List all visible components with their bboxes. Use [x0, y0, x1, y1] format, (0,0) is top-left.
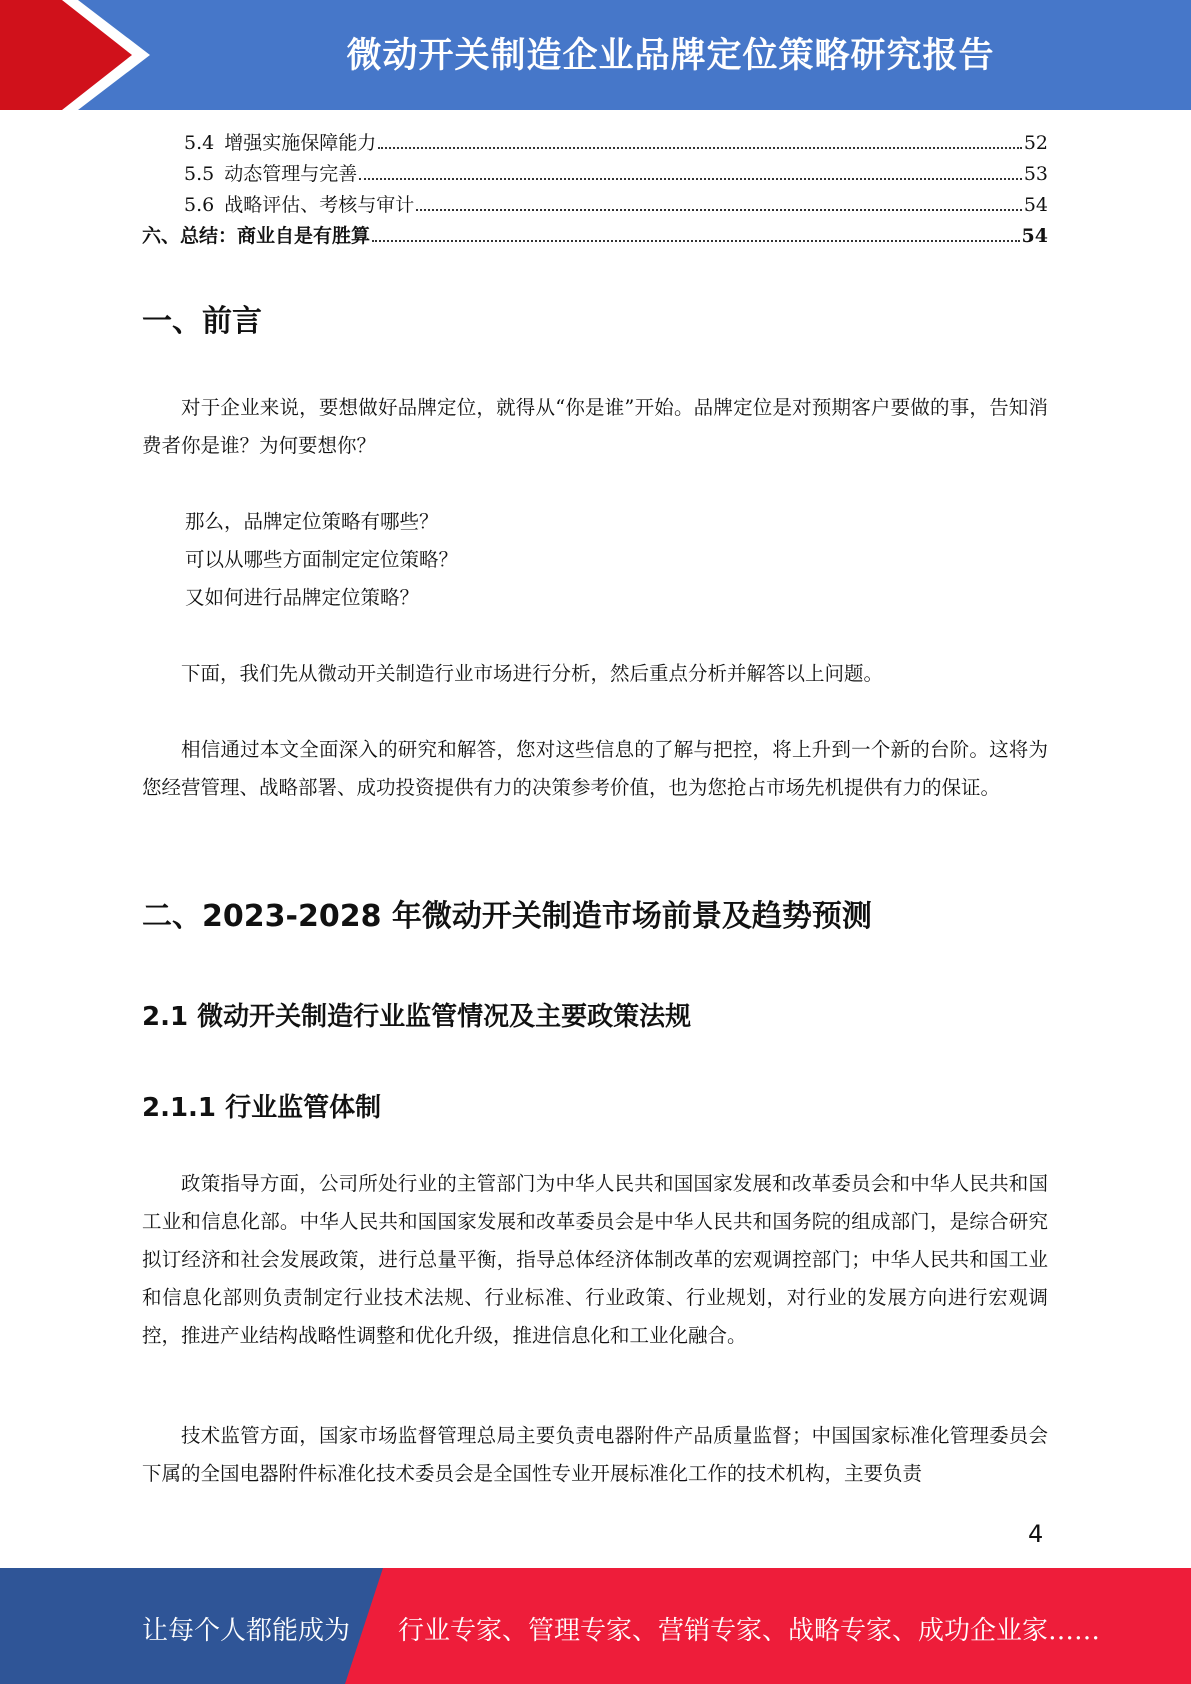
section-title-forecast: 二、2023-2028 年微动开关制造市场前景及趋势预测	[142, 899, 872, 934]
preface-paragraph-1: 对于企业来说，要想做好品牌定位，就得从“你是谁”开始。品牌定位是对预期客户要做的事，告知消费者你是谁？为何要想你？	[142, 396, 1048, 457]
footer-slogan-right: 行业专家、管理专家、营销专家、战略专家、成功企业家……	[398, 1616, 1101, 1646]
toc-item-page: 53	[1023, 163, 1048, 185]
toc-item-label: 动态管理与完善	[224, 163, 358, 185]
subsection-title-supervision: 2.1.1 行业监管体制	[142, 1093, 382, 1123]
preface-question-1: 那么，品牌定位策略有哪些？	[185, 510, 439, 533]
page-number: 4	[1028, 1520, 1044, 1548]
toc-leader-dots	[372, 240, 1020, 242]
toc-item-page: 54	[1023, 194, 1048, 216]
header-red-arrow	[0, 0, 140, 110]
report-title: 微动开关制造企业品牌定位策略研究报告	[346, 36, 995, 76]
table-of-contents	[142, 128, 1048, 252]
toc-item-number: 5.4	[184, 132, 215, 154]
page-header	[0, 0, 1191, 110]
toc-item-page: 54	[1021, 225, 1048, 247]
supervision-paragraph-2: 技术监管方面，国家市场监督管理总局主要负责电器附件产品质量监督；中国国家标准化管理委员会下属的全国电器附件标准化技术委员会是全国性专业开展标准化工作的技术机构，主要负责	[142, 1424, 1048, 1485]
toc-item-label: 增强实施保障能力	[224, 132, 377, 154]
toc-item[interactable]	[142, 128, 1048, 159]
toc-item-label: 战略评估、考核与审计	[224, 194, 415, 216]
toc-item-number: 5.6	[184, 194, 215, 216]
page-footer	[0, 1568, 1191, 1684]
toc-item[interactable]	[142, 190, 1048, 221]
toc-leader-dots	[378, 147, 1022, 149]
toc-item-page: 52	[1023, 132, 1048, 154]
preface-question-3: 又如何进行品牌定位策略？	[185, 586, 420, 609]
toc-item[interactable]	[142, 159, 1048, 190]
toc-item[interactable]	[142, 221, 1048, 252]
footer-slogan-left: 让每个人都能成为	[142, 1616, 351, 1646]
preface-question-2: 可以从哪些方面制定定位策略？	[185, 548, 459, 571]
preface-paragraph-2: 下面，我们先从微动开关制造行业市场进行分析，然后重点分析并解答以上问题。	[181, 662, 884, 685]
preface-paragraph-3: 相信通过本文全面深入的研究和解答，您对这些信息的了解与把控，将上升到一个新的台阶。这将为您经营管理、战略部署、成功投资提供有力的决策参考价值，也为您抢占市场先机提供有力的保证。	[142, 738, 1048, 799]
toc-item-label: 六、总结：商业自是有胜算	[142, 225, 371, 247]
toc-leader-dots	[416, 209, 1022, 211]
subsection-title-regulation: 2.1 微动开关制造行业监管情况及主要政策法规	[142, 1002, 692, 1032]
toc-item-number: 5.5	[184, 163, 215, 185]
toc-leader-dots	[359, 178, 1022, 180]
supervision-paragraph-1: 政策指导方面，公司所处行业的主管部门为中华人民共和国国家发展和改革委员会和中华人民共和国工业和信息化部。中华人民共和国国家发展和改革委员会是中华人民共和国务院的组成部门，是综合研究拟订经济和社会发展政策，进行总量平衡，指导总体经济体制改革的宏观调控部门；中华人民共和国工业和信息化部则负责制定行业技术法规、行业标准、行业政策、行业规划，对行业的发展方向进行宏观调控，推进产业结构战略性调整和优化升级，推进信息化和工业化融合。	[142, 1172, 1048, 1347]
section-title-preface: 一、前言	[142, 304, 262, 339]
